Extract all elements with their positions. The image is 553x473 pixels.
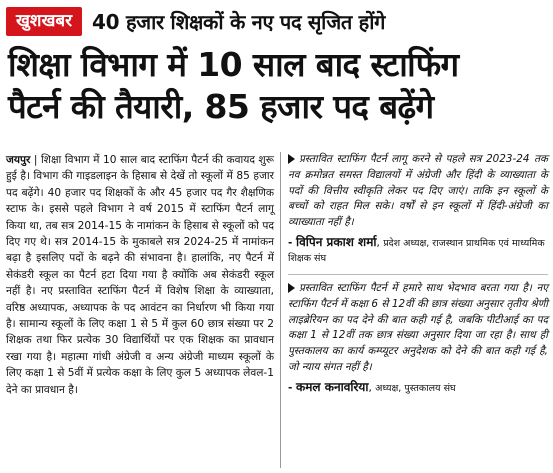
dateline-city: जयपुर bbox=[6, 154, 31, 166]
article-body bbox=[6, 152, 274, 398]
quotes-column bbox=[288, 152, 548, 396]
quote-attribution: - कमल कनावरिया, अध्यक्ष, पुस्तकालय संघ bbox=[288, 379, 456, 394]
quote-author-name: विपिन प्रकाश शर्मा bbox=[296, 234, 377, 249]
article-text: | शिक्षा विभाग में 10 साल बाद स्टाफिंग पैटर्न की कवायद शुरू हुई है। विभाग की गाइडलाइन के हिसाब से देखें तो स्कूलों में 85 हजार पद बढ़ेंगे। 40 हजार पद शिक्षकों के और 45 हजार पद गैर शैक्षणिक स्टाफ के। इससे पहले विभाग ने वर्ष 2015 में स्टाफिंग पैटर्न लागू किया था, तब सत्र 2014-15 के नामांकन के हिसाब से स्कूलों को पद दिए गए थे। सत्र 2014-15 के मुकाबले सत्र 2024-25 में नामांकन बढ़ा है इसलिए पदों के बढ़ने की संभावना है। हालांकि, नए पैटर्न में सेकंडरी स्कूल का पैटर्न हटा दिया गया है क्योंकि अब सेकंडरी स्कूल नहीं है। नए प्रस्तावित स्टाफिंग पैटर्न में विशेष शिक्षा के व्याख्याता, वरिष्ठ अध्यापक, अध्यापक के पद आवंटन का निर्धारण भी किया गया है। सामान्य स्कूलों के लिए कक्षा 1 से 5 में कुल 60 छात्र संख्या पर 2 शिक्षक तथा फिर प्रत्येक 30 विद्यार्थियों पर एक शिक्षक का प्रावधान रखा गया है। महात्मा गांधी अंग्रेजी व अन्य अंग्रेजी माध्यम स्कूलों के लिए कक्षा 1 से 5वीं में प्रत्येक कक्षा के लिए कुल 5 अध्यापक लेवल-1 देने का प्रावधान है। bbox=[6, 154, 274, 396]
headline-line-2: पैटर्न की तैयारी, 85 हजार पद बढ़ेंगे bbox=[8, 87, 434, 126]
quote-text: प्रस्तावित स्टाफिंग पैटर्न में हमारे साथ भेदभाव बरता गया है। नए स्टाफिंग पैटर्न में कक्षा 6 से 12वीं की छात्र संख्या अनुसार तृतीय श्रेणी लाइब्रेरियन का पद देने की बात कही गई है, जबकि पीटीआई का पद कक्षा 1 से 12वीं तक छात्र संख्या अनुसार दिया जा रहा है। साथ ही पुस्तकालय का कार्य कम्प्यूटर अनुदेशक को देने की बात कही गई है, जो न्याय संगत नहीं है। bbox=[288, 281, 548, 373]
headline-line-1: शिक्षा विभाग में 10 साल बाद स्टाफिंग bbox=[8, 45, 459, 84]
kicker-text: 40 हजार शिक्षकों के नए पद सृजित होंगे bbox=[92, 9, 386, 34]
quote-author-designation: प्रदेश अध्यक्ष, राजस्थान प्राथमिक एवं माध्यमिक शिक्षक संघ bbox=[288, 237, 545, 264]
quote-text: प्रस्तावित स्टाफिंग पैटर्न लागू करने से पहले सत्र 2023-24 तक नव क्रमोन्नत समस्त विद्यालयों में अंग्रेजी और हिंदी के व्याख्याता के पदों की वित्तीय स्वीकृति लेकर पद दिए जाएं। ताकि इन स्कूलों के बच्चों को राहत मिल सके। वर्षों से इन स्कूलों में हिंदी-अंग्रेजी का व्याख्याता नहीं है। bbox=[288, 153, 548, 229]
quote-attribution: - विपिन प्रकाश शर्मा, प्रदेश अध्यक्ष, राजस्थान प्राथमिक एवं माध्यमिक शिक्षक संघ bbox=[288, 234, 545, 264]
good-news-badge: खुशखबर bbox=[6, 7, 82, 36]
quote-block bbox=[288, 152, 548, 266]
quote-author-designation: अध्यक्ष, पुस्तकालय संघ bbox=[375, 382, 456, 394]
triangle-bullet-icon bbox=[288, 154, 295, 164]
headline bbox=[8, 44, 548, 128]
triangle-bullet-icon bbox=[288, 283, 295, 293]
column-divider bbox=[280, 152, 281, 468]
kicker bbox=[6, 6, 385, 36]
quote-block bbox=[288, 281, 548, 396]
quote-author-name: कमल कनावरिया bbox=[296, 379, 369, 394]
quote-separator bbox=[288, 274, 548, 275]
